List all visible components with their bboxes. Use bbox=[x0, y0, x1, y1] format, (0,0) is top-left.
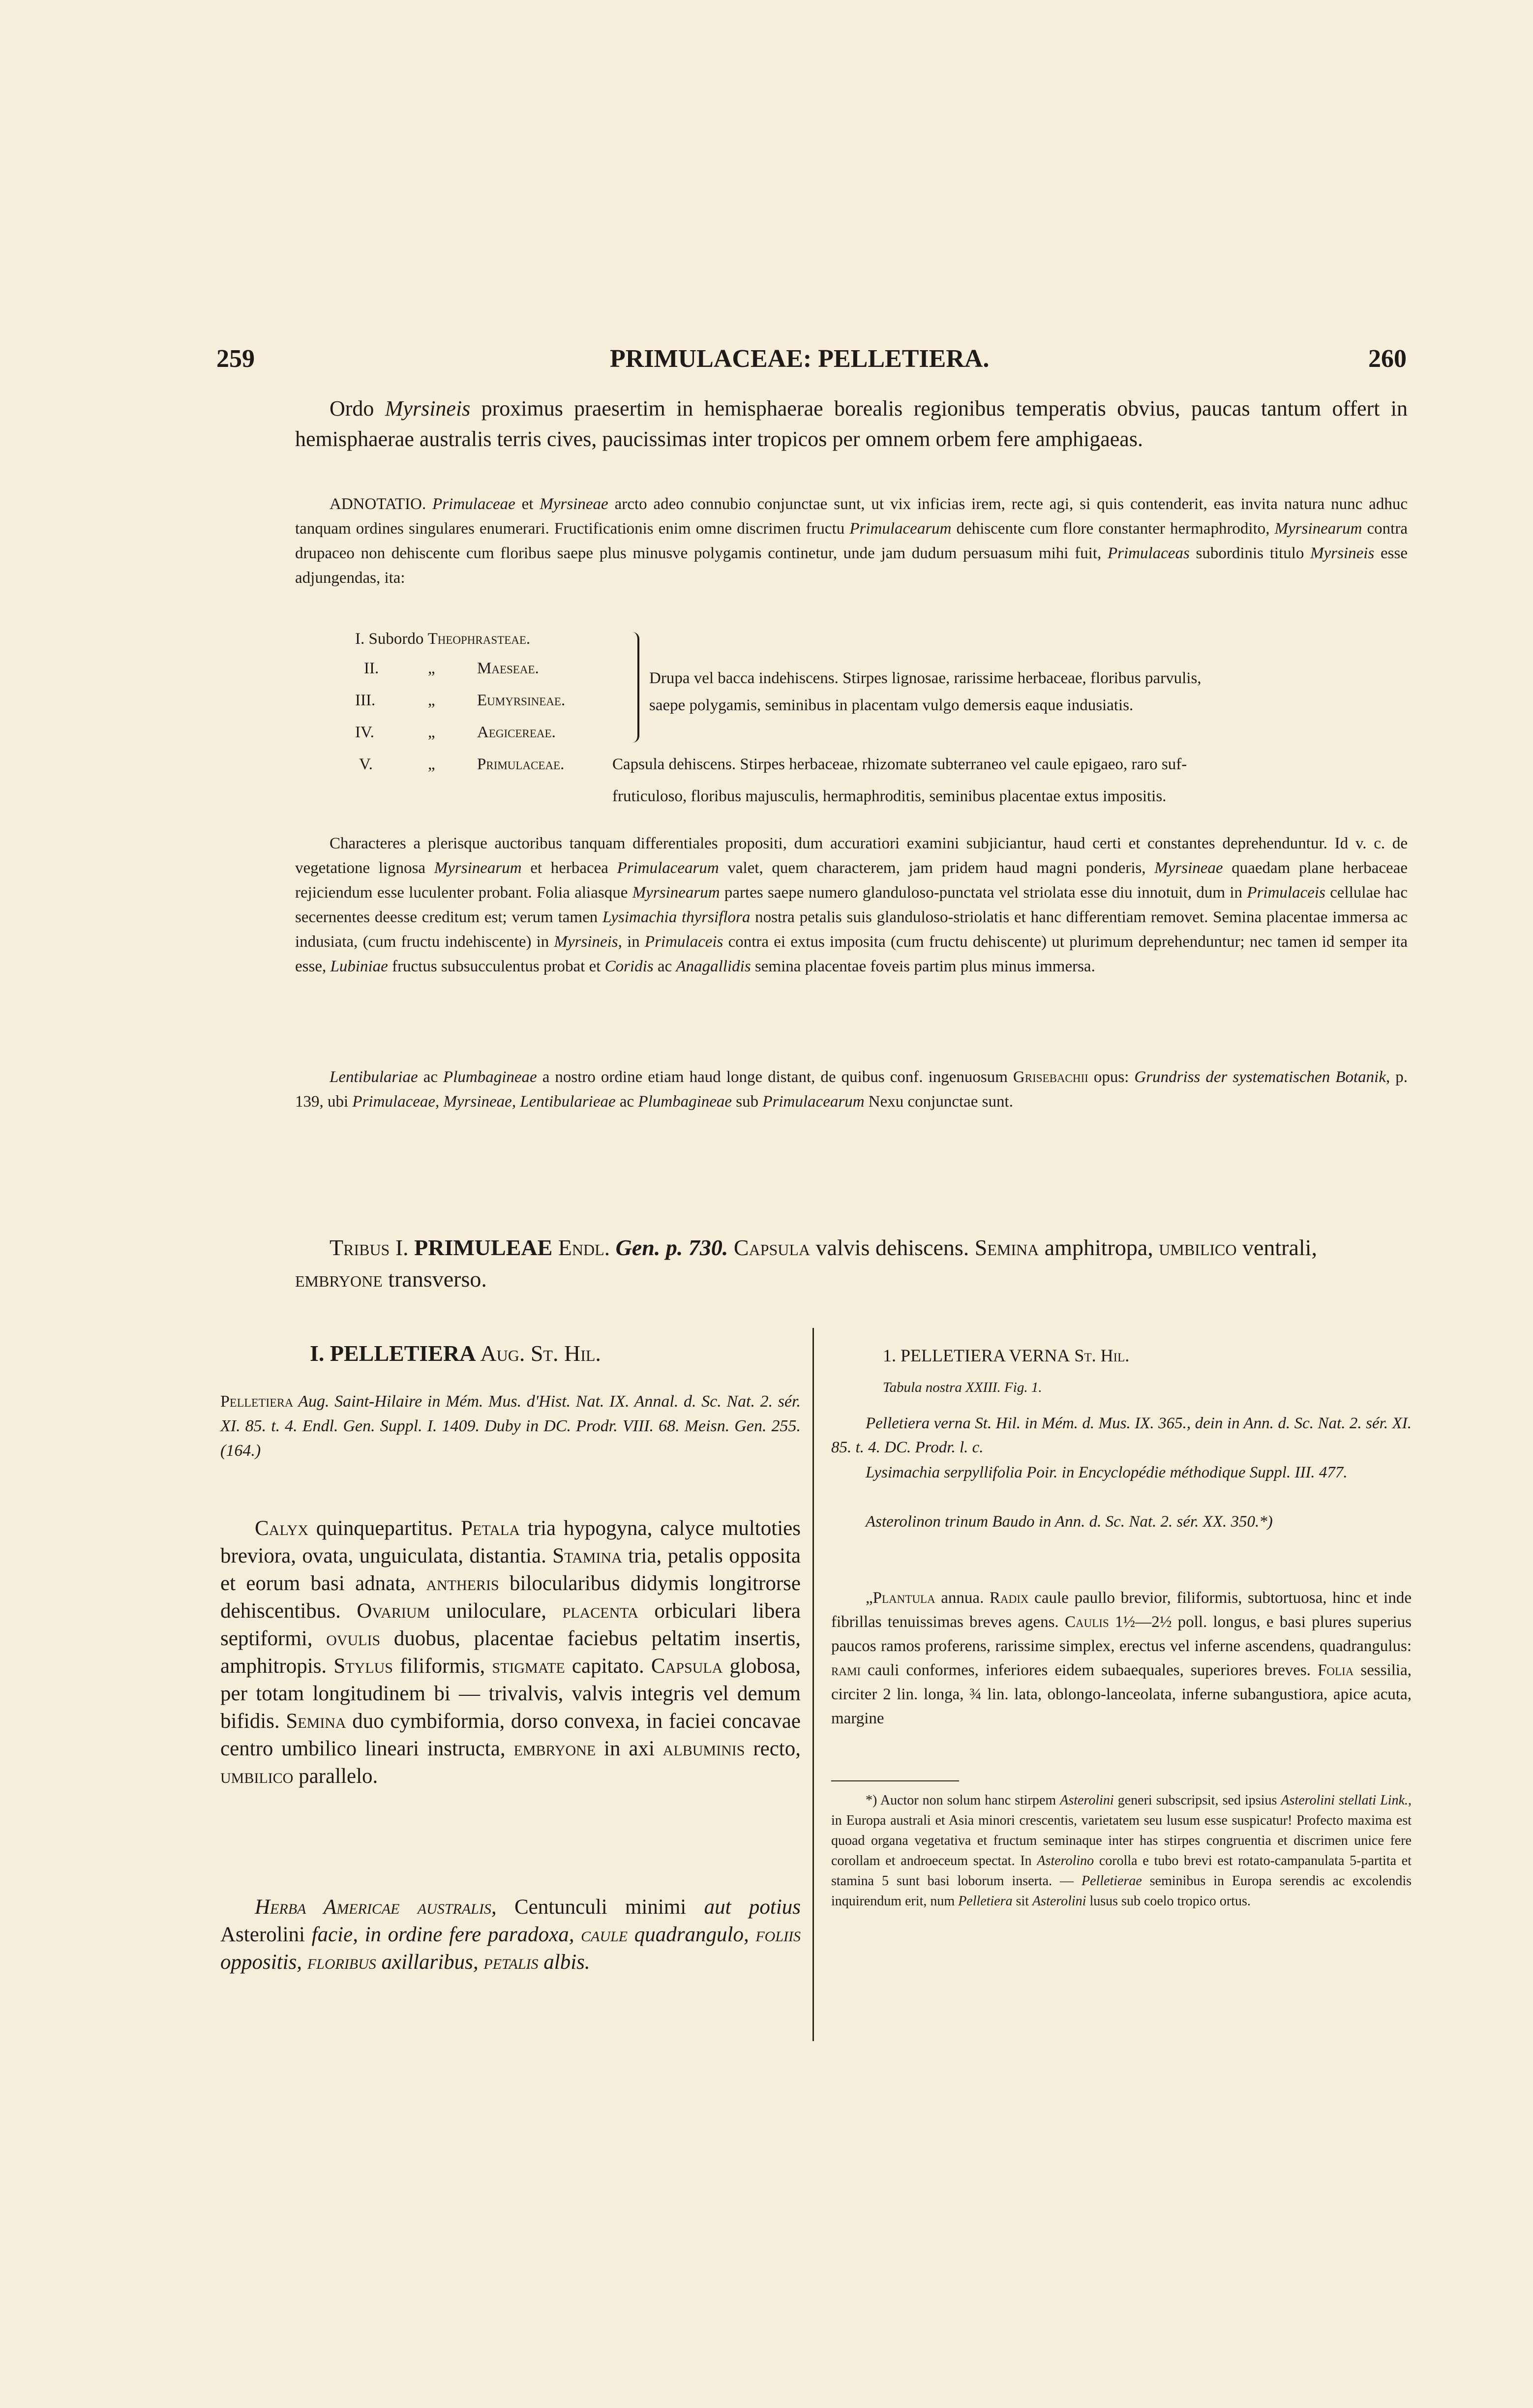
suborder-num-2: II. bbox=[364, 660, 379, 677]
lentibulariae-paragraph: Lentibulariae ac Plumbagineae a nostro ordine etiam haud longe distant, de quibus conf. ingenuosum Grisebachii opus: Grundriss der systematischen Botanik, p. 139, ubi Primulaceae, Myrsineae, Lentibularieae ac Plumbagineae sub Primulacearum Nexu conjunctae sunt. bbox=[295, 1068, 1408, 1111]
primulaceae-text-line-1: Capsula dehiscens. Stirpes herbaceae, rhizomate subterraneo vel caule epigaeo, raro suf- bbox=[612, 755, 1187, 773]
characteres-paragraph: Characteres a plerisque auctoribus tanquam differentiales propositi, dum accuratiori examini subjiciantur, haud certi et constantes deprehenduntur. Id v. c. de vegetatione lignosa Myrsinearum et herbacea Primulacearum valet, quem characterem, jam pridem haud magni ponderis, Myrsineae quaedam plane herbaceae rejiciendum esse luculenter probant. Folia aliasque Myrsinearum partes saepe numero glanduloso-punctata vel striolata esse diu innotuit, dum in Primulaceis cellulae hac secernentes deesse creditum est; verum tamen Lysimachia thyrsiflora nostra petalis suis glanduloso-striolatis et hanc differentiam removet. Semina placentae immersa ac indusiata, (cum fructu indehiscente) in Myrsineis, in Primulaceis contra ei extus imposita (cum fructu dehiscente) ut plurimum deprehenduntur; nec tamen id semper ita esse, Lubiniae fructus subsucculentus probat et Coridis ac Anagallidis semina placentae foveis partim plus minus immersa. bbox=[295, 835, 1408, 975]
genus-description: Calyx quinquepartitus. Petala tria hypogyna, calyce multoties breviora, ovata, unguiculata, distantia. Stamina tria, petalis opposita et eorum basi adnata, antheris bilocularibus didymis longitrorse dehiscentibus. Ovarium uniloculare, placenta orbiculari libera septiformi, ovulis duobus, placentae faciebus peltatim insertis, amphitropis. Stylus filiformis, stigmate capitato. Capsula globosa, per totam longitudinem bi — trivalvis, valvis integris vel demum bifidis. Semina duo cymbiformia, dorso convexa, in faciei concavae centro umbilico lineari instructa, embryone in axi albuminis recto, umbilico parallelo. bbox=[220, 1517, 801, 1788]
footnote: *) Auctor non solum hanc stirpem Asterolini generi subscripsit, sed ipsius Asterolini stellati Link., in Europa australi et Asia minori crescentis, varietatem seu lusum esse suspicatur! Profecto maxima est quoad organa vegetativa et fructum seminaque inter has stirpes congruentia et discrimen unice fere corollam et androeceum spectat. In Asterolino corolla e tubo brevi est rotato-campanulata 5-partita et stamina 5 sunt basi loborum inserta. — Pelletierae seminibus in Europa serendis ac excolendis inquirendum erit, num Pelletiera sit Asterolini lusus sub coelo tropico ortus. bbox=[831, 1793, 1412, 1909]
suborder-quote-3: „ bbox=[428, 692, 435, 709]
page-number-right: 260 bbox=[1368, 345, 1407, 373]
brace-text-line-1: Drupa vel bacca indehiscens. Stirpes lignosae, rarissime herbaceae, floribus parvulis, bbox=[649, 669, 1202, 687]
suborder-num-5: V. bbox=[359, 755, 373, 773]
species-description: „Plantula annua. Radix caule paullo brevior, filiformis, subtortuosa, hinc et inde fibrillas tenuissimas breves agens. Caulis 1½—2½ poll. longus, e basi plures superius paucos ramos proferens, rarissime simplex, erectus vel inferne ascendens, quadrangulus: rami cauli conformes, inferiores eidem subaequales, superiores breves. Folia sessilia, circiter 2 lin. longa, ¾ lin. lata, oblongo-lanceolata, inferne subangustiora, apice acuta, margine bbox=[831, 1589, 1412, 1727]
species-synonym-2: Lysimachia serpyllifolia Poir. in Encyclopédie méthodique Suppl. III. 477. bbox=[866, 1464, 1348, 1481]
genus-title: I. PELLETIERA Aug. St. Hil. bbox=[310, 1341, 601, 1366]
suborder-row-1: I. Subordo Theophrasteae. bbox=[355, 630, 531, 648]
primulaceae-text-line-2: fruticuloso, floribus majusculis, hermaphroditis, seminibus placentae extus impositis. bbox=[612, 787, 1167, 805]
suborder-quote-2: „ bbox=[428, 660, 435, 677]
suborder-name-5: Primulaceae. bbox=[477, 755, 565, 773]
species-synonym-1: Pelletiera verna St. Hil. in Mém. d. Mus. IX. 365., dein in Ann. d. Sc. Nat. 2. sér. XI. 85. t. 4. DC. Prodr. l. c. bbox=[831, 1415, 1412, 1456]
footnote-rule bbox=[831, 1780, 959, 1781]
suborder-num-4: IV. bbox=[355, 723, 374, 741]
page-number-left: 259 bbox=[216, 345, 255, 373]
plate-reference: Tabula nostra XXIII. Fig. 1. bbox=[883, 1380, 1042, 1395]
genus-synonymy: Pelletiera Aug. Saint-Hilaire in Mém. Mus. d'Hist. Nat. IX. Annal. d. Sc. Nat. 2. sér. XI. 85. t. 4. Endl. Gen. Suppl. I. 1409. Duby in DC. Prodr. VIII. 68. Meisn. Gen. 255. (164.) bbox=[220, 1392, 801, 1460]
suborder-quote-5: „ bbox=[428, 755, 435, 773]
brace-text-line-2: saepe polygamis, seminibus in placentam vulgo demersis eaque indusiatis. bbox=[649, 696, 1134, 714]
column-divider bbox=[812, 1328, 814, 2041]
species-synonym-3: Asterolinon trinum Baudo in Ann. d. Sc. Nat. 2. sér. XX. 350.*) bbox=[866, 1513, 1273, 1531]
suborder-num-3: III. bbox=[355, 692, 376, 709]
species-title: 1. PELLETIERA VERNA St. Hil. bbox=[883, 1346, 1130, 1365]
tribus-heading: Tribus I. PRIMULEAE Endl. Gen. p. 730. Capsula valvis dehiscens. Semina amphitropa, umbilico ventrali, embryone transverso. bbox=[295, 1235, 1317, 1292]
herba-paragraph: Herba Americae australis, Centunculi minimi aut potius Asterolini facie, in ordine fere paradoxa, caule quadrangulo, foliis oppositis, floribus axillaribus, petalis albis. bbox=[220, 1896, 801, 1974]
suborder-name-3: Eumyrsineae. bbox=[477, 692, 566, 709]
suborder-quote-4: „ bbox=[428, 723, 435, 741]
suborder-name-2: Maeseae. bbox=[477, 660, 539, 677]
adnotatio-paragraph: ADNOTATIO. Primulaceae et Myrsineae arcto adeo connubio conjunctae sunt, ut vix inficias irem, recte agi, si quis contenderit, eas invita natura nunc adhuc tanquam ordines singulares enumerari. Fructificationis enim omne discrimen fructu Primulacearum dehiscente cum flore constanter hermaphrodito, Myrsinearum contra drupaceo non dehiscente cum floribus saepe plus minusve polygamis continetur, unde jam dudum persuasum mihi fuit, Primulaceas subordinis titulo Myrsineis esse adjungendas, ita: bbox=[295, 495, 1408, 587]
brace bbox=[629, 632, 639, 743]
running-title: PRIMULACEAE: PELLETIERA. bbox=[610, 345, 990, 373]
suborder-name-4: Aegicereae. bbox=[477, 723, 556, 741]
intro-paragraph: Ordo Myrsineis proximus praesertim in hemisphaerae borealis regionibus temperatis obvius, paucas tantum offert in hemisphaerae australis terris cives, paucissimas inter tropicos per omnem orbem fere amphigaeas. bbox=[295, 396, 1408, 451]
